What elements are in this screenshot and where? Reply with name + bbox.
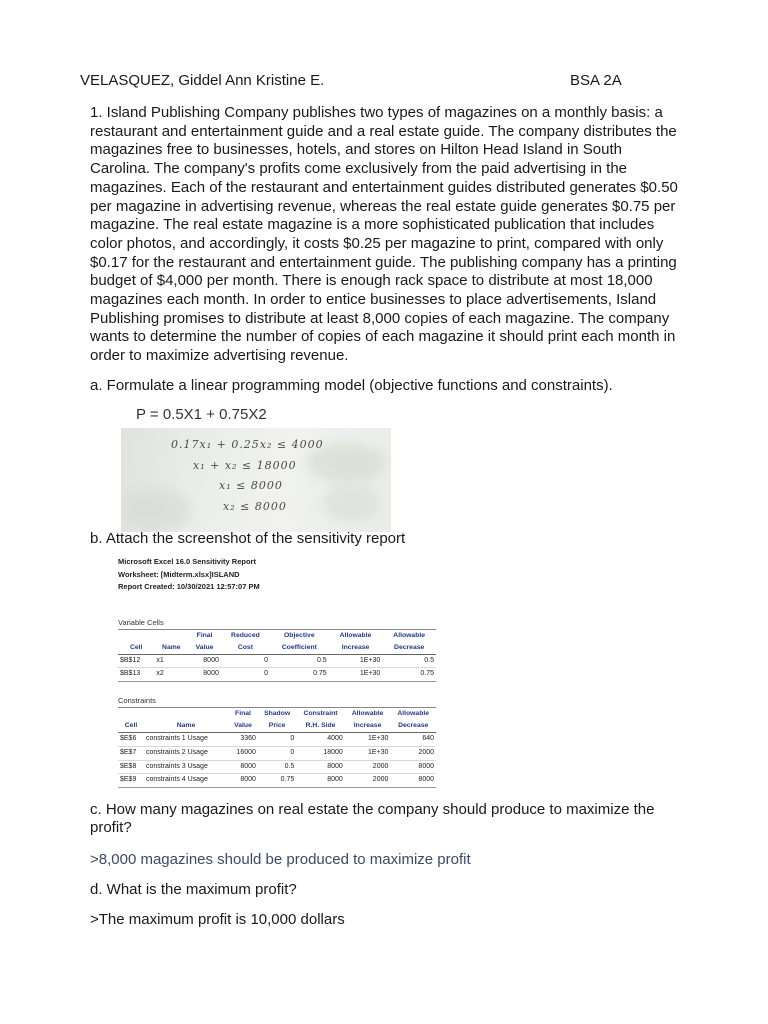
handwritten-constraint-1: 0.17x₁ + 0.25x₂ ≤ 4000 (171, 438, 324, 451)
document-header (80, 72, 648, 92)
table-header: Price (258, 720, 296, 733)
table-cell: 2000 (390, 746, 436, 760)
student-name: VELASQUEZ, Giddel Ann Kristine E. (80, 72, 325, 89)
table-cell: 8000 (188, 654, 221, 668)
table-cell: 8000 (390, 774, 436, 788)
table-header: Final (196, 631, 213, 639)
handwritten-constraint-2: x₁ + x₂ ≤ 18000 (193, 459, 297, 472)
table-header (118, 708, 144, 721)
table-cell: $B$13 (118, 668, 154, 682)
table-header: Coefficient (270, 642, 329, 655)
table-row (118, 760, 436, 774)
table-header: Allowable (339, 631, 372, 639)
table-header: Objective (284, 631, 315, 639)
handwritten-constraint-4: x₂ ≤ 8000 (223, 500, 287, 513)
answer-c: >8,000 magazines should be produced to maximize profit (90, 851, 471, 868)
table-cell: 0.5 (270, 654, 329, 668)
table-cell: 1E+30 (345, 733, 391, 747)
table-header: Value (228, 720, 258, 733)
table-header: Decrease (382, 642, 436, 655)
table-header: Allowable (397, 710, 430, 718)
report-title: Microsoft Excel 16.0 Sensitivity Report (118, 557, 256, 566)
table-cell: 0 (258, 733, 296, 747)
table-header: Cell (118, 642, 154, 655)
constraints-label: Constraints (118, 696, 156, 706)
table-cell: x2 (154, 668, 188, 682)
table-cell: $E$9 (118, 774, 144, 788)
table-header (118, 629, 154, 642)
table-cell: 2000 (345, 760, 391, 774)
table-header (154, 629, 188, 642)
table-row (118, 746, 436, 760)
table-cell: 1E+30 (329, 668, 383, 682)
table-header: Allowable (351, 710, 384, 718)
table-header (144, 708, 228, 721)
table-cell: 0.5 (382, 654, 436, 668)
objective-function: P = 0.5X1 + 0.75X2 (136, 406, 267, 423)
table-cell: constraints 2 Usage (144, 746, 228, 760)
report-worksheet: Worksheet: [Midterm.xlsx]ISLAND (118, 569, 240, 579)
question-b: b. Attach the screenshot of the sensitivity report (90, 530, 406, 547)
table-cell: 4000 (296, 733, 344, 747)
table-header: Increase (329, 642, 383, 655)
question-a: a. Formulate a linear programming model (objective functions and constraints). (90, 377, 613, 394)
table-header: Name (144, 720, 228, 733)
table-cell: 0 (221, 654, 270, 668)
variable-cells-table (118, 629, 436, 683)
table-header: Value (188, 642, 221, 655)
table-cell: 0 (258, 746, 296, 760)
answer-d: >The maximum profit is 10,000 dollars (90, 911, 345, 928)
table-cell: 0.75 (258, 774, 296, 788)
table-cell: 8000 (188, 668, 221, 682)
table-cell: $E$6 (118, 733, 144, 747)
table-header: R.H. Side (296, 720, 344, 733)
constraints-table (118, 707, 436, 788)
table-cell: 640 (390, 733, 436, 747)
sensitivity-report-screenshot (118, 556, 438, 788)
table-header: Allowable (393, 631, 426, 639)
table-cell: 1E+30 (329, 654, 383, 668)
table-cell: 18000 (296, 746, 344, 760)
table-cell: constraints 4 Usage (144, 774, 228, 788)
table-header: Final (235, 710, 251, 718)
table-cell: 1E+30 (345, 746, 391, 760)
table-cell: 8000 (296, 760, 344, 774)
table-cell: $B$12 (118, 654, 154, 668)
table-cell: 0.5 (258, 760, 296, 774)
table-cell: 0 (221, 668, 270, 682)
table-header: Name (154, 642, 188, 655)
question-c: c. How many magazines on real estate the company should produce to maximize the profit? (90, 801, 655, 836)
table-cell: 8000 (296, 774, 344, 788)
table-header: Shadow (264, 710, 291, 718)
handwritten-constraint-3: x₁ ≤ 8000 (219, 479, 283, 492)
class-section: BSA 2A (570, 72, 622, 89)
table-header: Cell (118, 720, 144, 733)
table-row (118, 733, 436, 747)
table-row (118, 774, 436, 788)
table-header: Cost (221, 642, 270, 655)
table-cell: $E$8 (118, 760, 144, 774)
table-cell: constraints 3 Usage (144, 760, 228, 774)
table-row (118, 668, 436, 682)
table-cell: x1 (154, 654, 188, 668)
table-cell: 8000 (228, 774, 258, 788)
question-d: d. What is the maximum profit? (90, 881, 297, 898)
table-cell: 8000 (228, 760, 258, 774)
table-cell: constraints 1 Usage (144, 733, 228, 747)
table-cell: 16000 (228, 746, 258, 760)
table-header: Constraint (303, 710, 338, 718)
problem-statement: 1. Island Publishing Company publishes two types of magazines on a monthly basis: a restaurant and entertainment guide and a real estate guide. The company distributes the magazines free to businesses, hotels, and stores on Hilton Head Island in South Carolina. The company's profits come exclusively from the paid advertising in the magazines. Each of the restaurant and entertainment guides distributed generates $0.50 per magazine in advertising revenue, whereas the real estate guide generates $0.75 per magazine. The real estate magazine is a more sophisticated publication that includes color photos, and accordingly, it costs $0.25 per magazine to print, compared with only $0.17 for the restaurant and entertainment guide. The publishing company has a printing budget of $4,000 per month. There is enough rack space to distribute at most 18,000 magazines each month. In order to entice businesses to place advertisements, Island Publishing promises to distribute at least 8,000 copies of each magazine. The company wants to determine the number of copies of each magazine it should print each month in order to maximize advertising revenue. (90, 104, 678, 365)
table-cell: 3360 (228, 733, 258, 747)
table-cell: 8000 (390, 760, 436, 774)
table-cell: 2000 (345, 774, 391, 788)
variable-cells-label: Variable Cells (118, 617, 164, 627)
handwritten-constraints-image (121, 428, 391, 532)
table-cell: 0.75 (382, 668, 436, 682)
table-header: Reduced (231, 631, 260, 639)
table-header: Increase (345, 720, 391, 733)
table-cell: $E$7 (118, 746, 144, 760)
table-row (118, 654, 436, 668)
table-header: Decrease (390, 720, 436, 733)
report-created: Report Created: 10/30/2021 12:57:07 PM (118, 582, 260, 591)
table-cell: 0.75 (270, 668, 329, 682)
